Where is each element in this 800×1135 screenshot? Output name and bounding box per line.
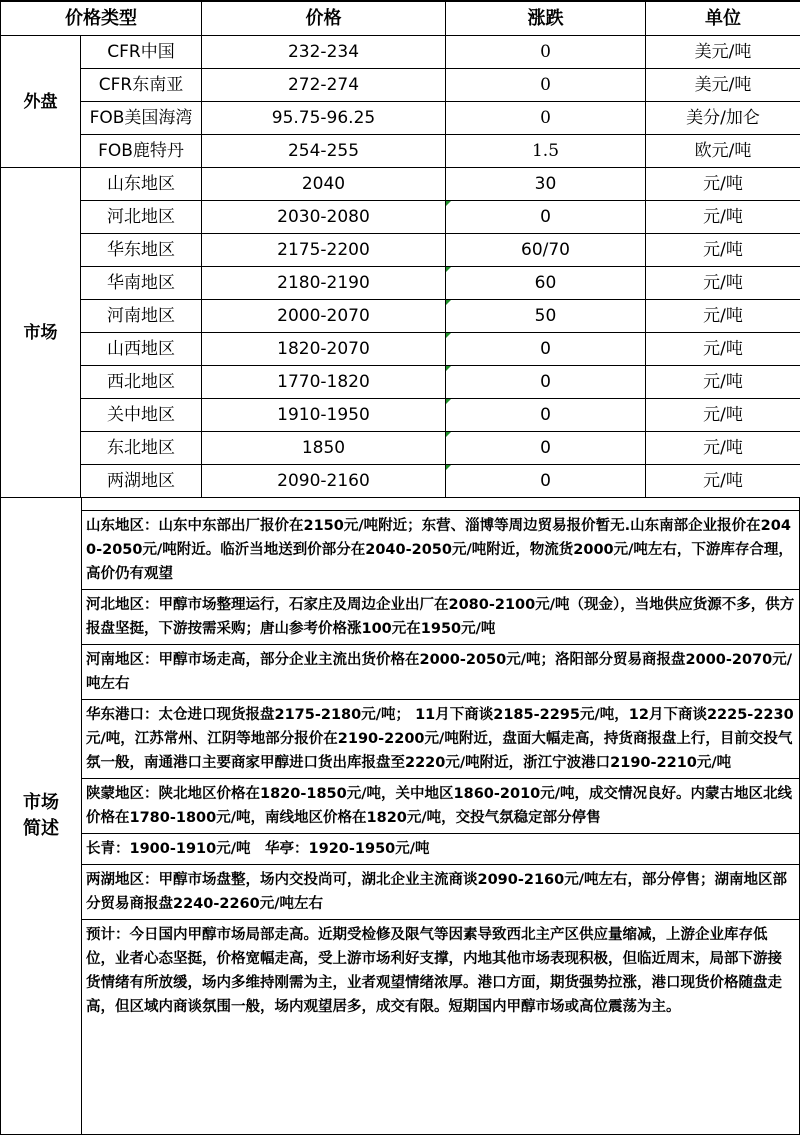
table-row [1,333,800,366]
row-name: FOB美国海湾 [81,102,202,135]
row-change: 30 [446,168,646,201]
row-unit: 美元/吨 [646,69,800,102]
row-name: 山西地区 [81,333,202,366]
row-price: 1850 [202,432,446,465]
row-name: 关中地区 [81,399,202,432]
row-change: 0 [446,201,646,234]
row-change: 0 [446,333,646,366]
paragraph-east-china-port: 华东港口：太仓进口现货报盘2175-2180元/吨； 11月下商谈2185-2295元/吨，12月下商谈2225-2230元/吨，江苏常州、江阴等地部分报价在2190-2200元/吨附近，盘面大幅走高，持货商报盘上行，目前交投气氛一般，南通港口主要商家甲醇进口货出库报盘至2220元/吨附近，浙江宁波港口2190-2210元/吨 [82,699,799,778]
row-unit: 美分/加仑 [646,102,800,135]
paragraph-shaanxi-inner-mongolia: 陕蒙地区：陕北地区价格在1820-1850元/吨，关中地区1860-2010元/吨，成交情况良好。内蒙古地区北线价格在1780-1800元/吨，南线地区价格在1820元/吨，交投气氛稳定部分停售 [82,778,799,833]
row-name: CFR东南亚 [81,69,202,102]
paragraph-forecast: 预计：今日国内甲醇市场局部走高。近期受检修及限气等因素导致西北主产区供应量缩减，上游企业库存低位，业者心态坚挺，价格宽幅走高，受上游市场利好支撑，内地其他市场表现积极，但临近周末，局部下游接货情绪有所放缓，场内多维持刚需为主，业者观望情绪浓厚。港口方面，期货强势拉涨，港口现货价格随盘走高，但区域内商谈氛围一般，场内观望居多，成交有限。短期国内甲醇市场或高位震荡为主。 [82,919,799,1022]
row-price: 1820-2070 [202,333,446,366]
table-row [1,168,800,201]
row-name: 华南地区 [81,267,202,300]
row-unit: 元/吨 [646,333,800,366]
row-change: 60/70 [446,234,646,267]
paragraph-shandong: 山东地区：山东中东部出厂报价在2150元/吨附近；东营、淄博等周边贸易报价暂无.山东南部企业报价在2040-2050元/吨附近。临沂当地送到价部分在2040-2050元/吨附近，物流货2000元/吨左右，下游库存合理，高价仍有观望 [82,510,799,589]
commentary-label-line1: 市场 [23,790,59,816]
paragraph-hubei-hunan: 两湖地区：甲醇市场盘整，场内交投尚可，湖北企业主流商谈2090-2160元/吨左右，部分停售；湖南地区部分贸易商报盘2240-2260元/吨左右 [82,864,799,919]
row-name: FOB鹿特丹 [81,135,202,168]
commentary-label-line2: 简述 [23,816,59,842]
table-row [1,201,800,234]
row-unit: 元/吨 [646,366,800,399]
header-unit: 单位 [646,1,800,36]
table-row [1,234,800,267]
row-price: 2180-2190 [202,267,446,300]
row-name: 华东地区 [81,234,202,267]
group-label-external: 外盘 [1,36,81,168]
table-row [1,465,800,498]
paragraph-changqing-huating: 长青：1900-1910元/吨 华亭：1920-1950元/吨 [82,833,799,864]
commentary-paragraphs [82,498,799,1134]
row-change: 0 [446,399,646,432]
row-unit: 元/吨 [646,432,800,465]
row-unit: 元/吨 [646,465,800,498]
row-name: 西北地区 [81,366,202,399]
row-price: 1770-1820 [202,366,446,399]
row-change: 0 [446,432,646,465]
paragraph-henan: 河南地区：甲醇市场走高，部分企业主流出货价格在2000-2050元/吨；洛阳部分贸易商报盘2000-2070元/吨左右 [82,644,799,699]
row-price: 2175-2200 [202,234,446,267]
header-type: 价格类型 [1,1,202,36]
table-row [1,135,800,168]
row-unit: 元/吨 [646,399,800,432]
header-change: 涨跌 [446,1,646,36]
market-commentary [0,498,800,1135]
row-name: 两湖地区 [81,465,202,498]
row-unit: 元/吨 [646,267,800,300]
table-row [1,432,800,465]
row-change: 0 [446,36,646,69]
row-change: 0 [446,102,646,135]
row-change: 50 [446,300,646,333]
table-row [1,399,800,432]
table-row [1,36,800,69]
row-unit: 美元/吨 [646,36,800,69]
row-price: 272-274 [202,69,446,102]
row-unit: 元/吨 [646,300,800,333]
price-table [0,0,800,498]
row-price: 2040 [202,168,446,201]
row-name: 河南地区 [81,300,202,333]
row-change: 0 [446,69,646,102]
row-unit: 元/吨 [646,168,800,201]
row-price: 2090-2160 [202,465,446,498]
row-change: 0 [446,465,646,498]
row-price: 95.75-96.25 [202,102,446,135]
table-row [1,366,800,399]
row-name: 东北地区 [81,432,202,465]
row-name: 河北地区 [81,201,202,234]
row-name: CFR中国 [81,36,202,69]
table-row [1,300,800,333]
group-label-market: 市场 [1,168,81,498]
row-price: 1910-1950 [202,399,446,432]
header-row [1,1,800,36]
row-change: 1.5 [446,135,646,168]
table-row [1,267,800,300]
table-row [1,69,800,102]
header-price: 价格 [202,1,446,36]
row-unit: 元/吨 [646,234,800,267]
row-change: 60 [446,267,646,300]
row-price: 232-234 [202,36,446,69]
table-row [1,102,800,135]
paragraph-hebei: 河北地区：甲醇市场整理运行，石家庄及周边企业出厂在2080-2100元/吨（现金），当地供应货源不多，供方报盘坚挺，下游按需采购；唐山参考价格涨100元在1950元/吨 [82,589,799,644]
row-price: 254-255 [202,135,446,168]
row-name: 山东地区 [81,168,202,201]
row-unit: 元/吨 [646,201,800,234]
commentary-label [1,498,82,1134]
row-price: 2030-2080 [202,201,446,234]
row-price: 2000-2070 [202,300,446,333]
row-change: 0 [446,366,646,399]
row-unit: 欧元/吨 [646,135,800,168]
